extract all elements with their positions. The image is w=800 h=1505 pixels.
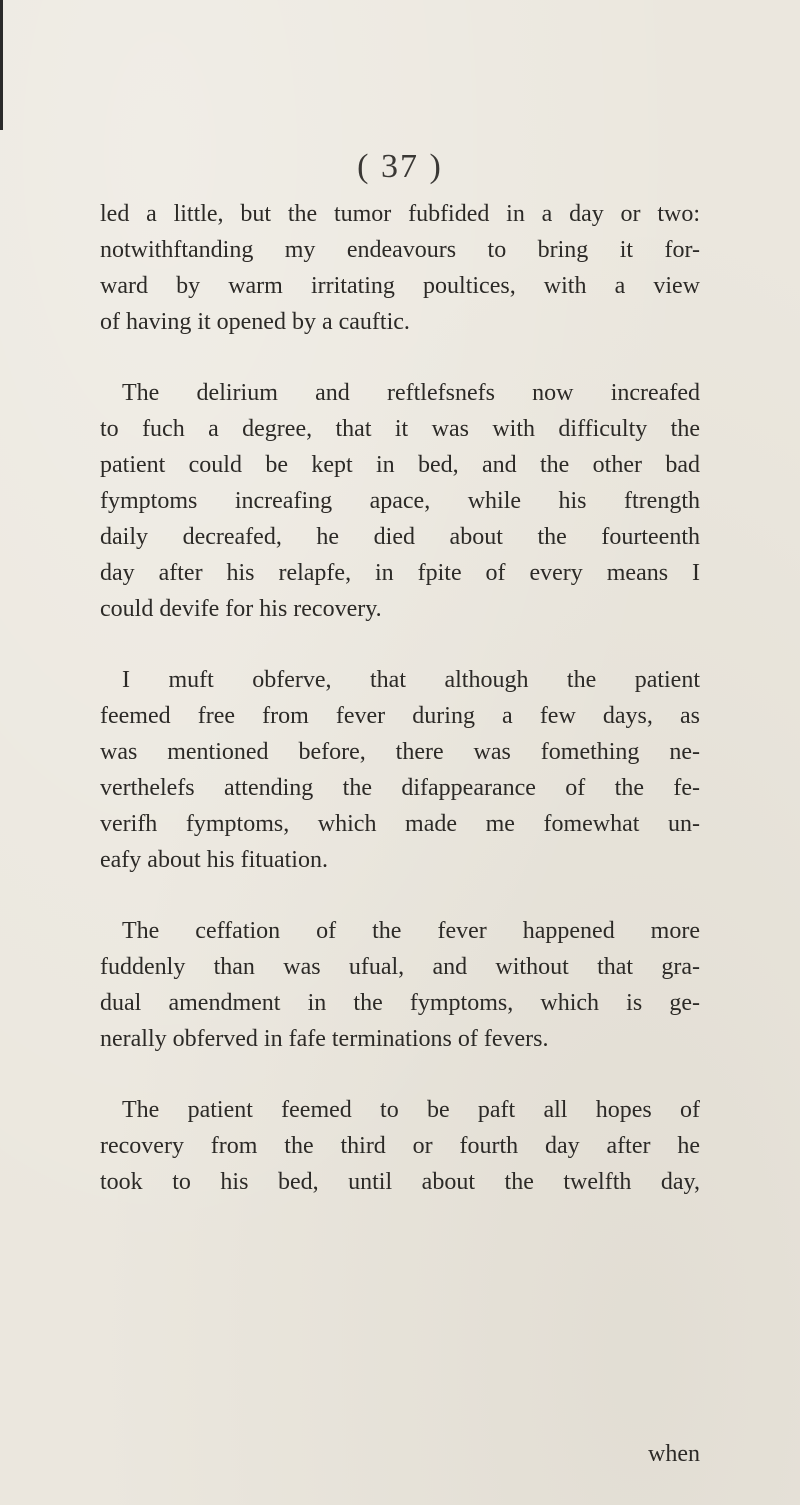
paragraph-1 (100, 196, 700, 340)
text-line: recovery from the third or fourth day after he (100, 1133, 700, 1159)
text-line: feemed free from fever during a few days, as (100, 703, 700, 729)
page-edge-shadow (0, 0, 3, 130)
paragraph-5 (100, 1092, 700, 1200)
text-line: of having it opened by a cauftic. (100, 309, 410, 335)
text-line: patient could be kept in bed, and the other bad (100, 452, 700, 478)
text-line: The delirium and reftlefsnefs now increafed (122, 380, 700, 406)
text-line: The patient feemed to be paft all hopes of (122, 1097, 700, 1123)
text-line: verthelefs attending the difappearance of the fe- (100, 775, 700, 801)
text-line: notwithftanding my endeavours to bring it for- (100, 237, 700, 263)
text-line: ward by warm irritating poultices, with a view (100, 273, 700, 299)
paragraph-4 (100, 913, 700, 1057)
text-line: day after his relapfe, in fpite of every means I (100, 560, 700, 586)
text-line: took to his bed, until about the twelfth day, (100, 1169, 700, 1195)
text-line: nerally obferved in fafe terminations of fevers. (100, 1026, 549, 1052)
text-line: daily decreafed, he died about the fourteenth (100, 524, 700, 550)
page-number: ( 37 ) (357, 148, 443, 185)
text-line: led a little, but the tumor fubfided in a day or two: (100, 201, 700, 227)
text-line: dual amendment in the fymptoms, which is ge- (100, 990, 700, 1016)
text-line: I muft obferve, that although the patient (122, 667, 700, 693)
text-line: could devife for his recovery. (100, 596, 382, 622)
text-line: verifh fymptoms, which made me fomewhat un- (100, 811, 700, 837)
text-line: eafy about his fituation. (100, 847, 328, 873)
paragraph-2 (100, 375, 700, 627)
text-line: to fuch a degree, that it was with difficulty the (100, 416, 700, 442)
text-line: fymptoms increafing apace, while his ftrength (100, 488, 700, 514)
body-text (100, 196, 700, 1235)
paragraph-3 (100, 662, 700, 878)
text-line: fuddenly than was ufual, and without that gra- (100, 954, 700, 980)
text-line: The ceffation of the fever happened more (122, 918, 700, 944)
catchword: when (648, 1441, 700, 1467)
text-line: was mentioned before, there was fomething ne- (100, 739, 700, 765)
